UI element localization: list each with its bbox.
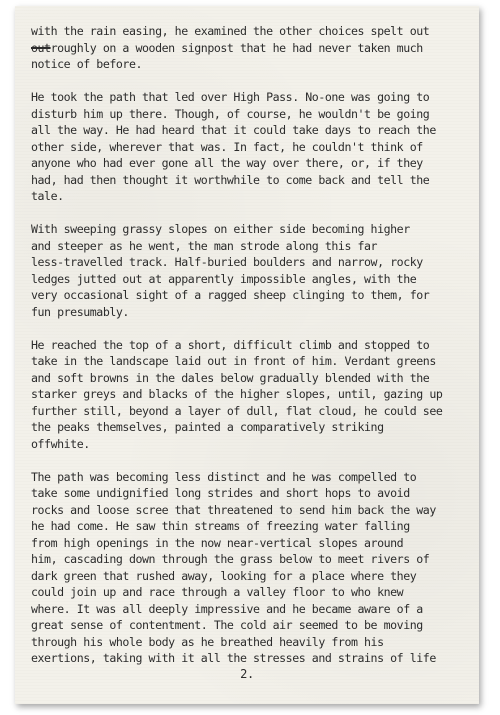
text-line: had, had then thought it worthwhile to come back and tell the bbox=[31, 172, 430, 187]
text-line: He took the path that led over High Pass. No-one was going to bbox=[31, 90, 430, 104]
text-line: great sense of contentment. The cold air seemed to be moving bbox=[31, 618, 423, 632]
text-line: starker greys and blacks of the higher slopes, until, gazing up bbox=[31, 387, 443, 401]
text-line: further still, beyond a layer of dull, flat cloud, he could see bbox=[31, 403, 443, 418]
text-line: exertions, taking with it all the stresses and strains of life bbox=[31, 651, 436, 665]
text-line: take some undignified long strides and short hops to avoid bbox=[31, 486, 410, 500]
text-line: very occasional sight of a ragged sheep clinging to them, for bbox=[31, 288, 430, 302]
text-line-remainder: roughly on a wooden signpost that he had never taken much bbox=[50, 40, 423, 55]
paragraph-2 bbox=[31, 89, 463, 205]
text-line: from high openings in the now near-vertical slopes around bbox=[31, 535, 404, 550]
typewritten-text bbox=[31, 23, 463, 683]
text-line: With sweeping grassy slopes on either side becoming higher bbox=[31, 222, 410, 236]
text-line: offwhite. bbox=[31, 436, 90, 451]
text-line: ledges jutted out at apparently impossible angles, with the bbox=[31, 271, 417, 286]
text-line: and soft browns in the dales below gradually blended with the bbox=[31, 370, 430, 385]
text-line: with the rain easing, he examined the other choices spelt out bbox=[31, 24, 430, 38]
text-line: He reached the top of a short, difficult climb and stopped to bbox=[31, 337, 430, 352]
text-line: he had come. He saw thin streams of freezing water falling bbox=[31, 519, 410, 533]
text-line: could join up and race through a valley floor to who knew bbox=[31, 585, 404, 599]
paragraph-4 bbox=[31, 337, 463, 453]
text-line: all the way. He had heard that it could take days to reach the bbox=[31, 123, 436, 137]
text-line: The path was becoming less distinct and he was compelled to bbox=[31, 469, 417, 484]
page-number: 2. bbox=[240, 667, 254, 681]
text-line: notice of before. bbox=[31, 57, 143, 71]
paragraph-5 bbox=[31, 469, 463, 667]
text-line: the peaks themselves, painted a comparatively striking bbox=[31, 420, 384, 434]
struck-word: out bbox=[31, 40, 51, 55]
text-line: take in the landscape laid out in front of him. Verdant greens bbox=[31, 354, 436, 368]
text-line: less-travelled track. Half-buried boulders and narrow, rocky bbox=[31, 255, 423, 269]
manuscript-page bbox=[15, 6, 479, 704]
text-line: tale. bbox=[31, 189, 64, 203]
text-line: disturb him up there. Though, of course, he wouldn't be going bbox=[31, 106, 430, 121]
paragraph-1 bbox=[31, 23, 463, 73]
text-line: where. It was all deeply impressive and he became aware of a bbox=[31, 601, 423, 616]
text-line: rocks and loose scree that threatened to send him back the way bbox=[31, 502, 436, 517]
text-line: him, cascading down through the grass below to meet rivers of bbox=[31, 552, 430, 566]
paragraph-3 bbox=[31, 221, 463, 320]
text-line: fun presumably. bbox=[31, 304, 129, 319]
text-line: and steeper as he went, the man strode along this far bbox=[31, 238, 378, 253]
text-line: other side, wherever that was. In fact, he couldn't think of bbox=[31, 139, 423, 154]
text-line: anyone who had ever gone all the way over there, or, if they bbox=[31, 156, 423, 170]
text-line: through his whole body as he breathed heavily from his bbox=[31, 634, 384, 649]
text-line: dark green that rushed away, looking for a place where they bbox=[31, 568, 417, 583]
text-line bbox=[31, 40, 463, 57]
